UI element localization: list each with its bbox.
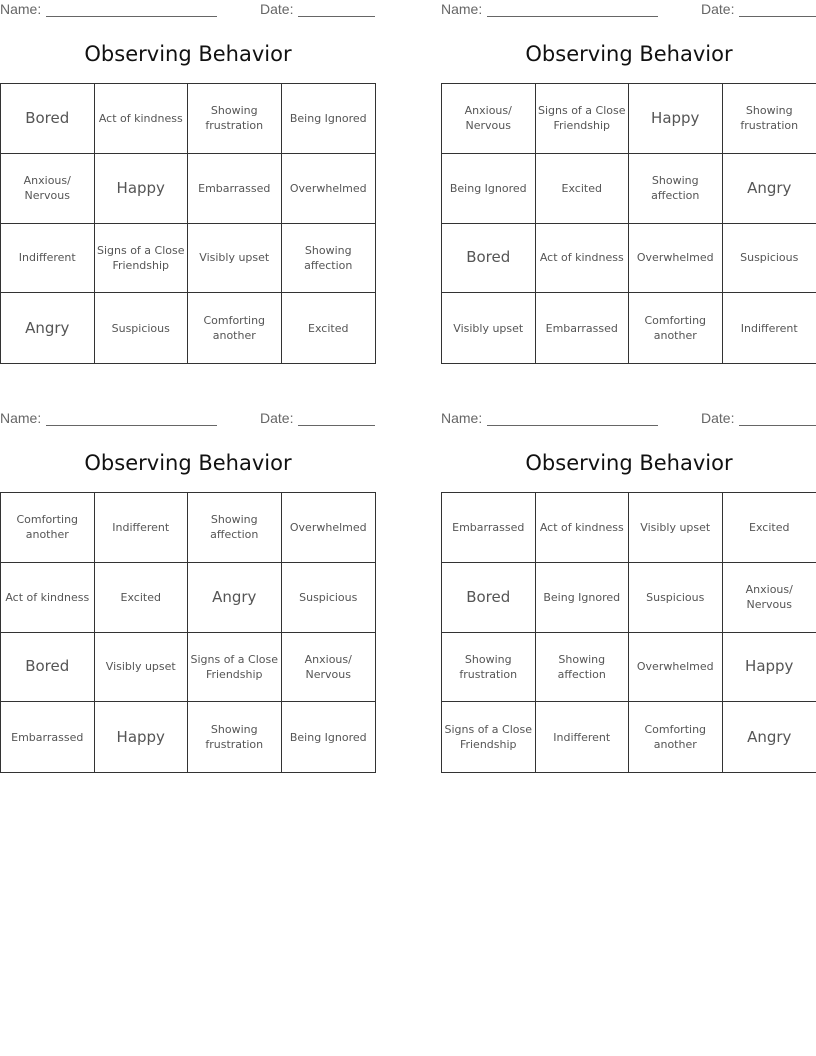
grid-cell: Suspicious — [629, 563, 723, 633]
grid-cell: Act of kindness — [95, 84, 189, 154]
grid-cell: Bored — [1, 633, 95, 703]
name-label: Name: — [0, 410, 42, 426]
grid-cell: Act of kindness — [1, 563, 95, 633]
card-title: Observing Behavior — [525, 42, 733, 66]
grid-cell: Suspicious — [282, 563, 376, 633]
grid-cell: Signs of a Close Friendship — [536, 84, 630, 154]
grid-cell: Happy — [95, 154, 189, 224]
grid-cell: Signs of a Close Friendship — [442, 702, 536, 772]
grid-cell: Showing affection — [188, 493, 282, 563]
grid-cell: Bored — [442, 563, 536, 633]
grid-cell: Showing frustration — [442, 633, 536, 703]
card-title: Observing Behavior — [84, 451, 292, 475]
grid-cell: Comforting another — [1, 493, 95, 563]
grid-cell: Overwhelmed — [629, 224, 723, 294]
grid-cell: Visibly upset — [95, 633, 189, 703]
grid-cell: Comforting another — [629, 702, 723, 772]
grid-cell: Overwhelmed — [282, 154, 376, 224]
card-header — [0, 410, 376, 430]
bingo-card — [0, 0, 376, 364]
date-label: Date: — [701, 410, 735, 426]
card-title: Observing Behavior — [84, 42, 292, 66]
date-label: Date: — [260, 410, 294, 426]
grid-cell: Showing frustration — [188, 84, 282, 154]
date-blank — [739, 425, 816, 426]
card-header — [441, 1, 816, 21]
grid-cell: Comforting another — [188, 293, 282, 363]
grid-cell: Showing affection — [536, 633, 630, 703]
grid-cell: Excited — [536, 154, 630, 224]
grid-cell: Visibly upset — [629, 493, 723, 563]
bingo-card — [441, 0, 816, 364]
grid-cell: Angry — [723, 154, 816, 224]
bingo-card — [441, 409, 816, 773]
bingo-grid — [441, 492, 816, 773]
date-label: Date: — [260, 1, 294, 17]
grid-cell: Being Ignored — [442, 154, 536, 224]
grid-cell: Excited — [308, 321, 349, 335]
name-blank — [487, 16, 658, 17]
grid-cell: Indifferent — [95, 493, 189, 563]
grid-cell: Anxious/ Nervous — [1, 154, 95, 224]
grid-cell: Happy — [629, 84, 723, 154]
grid-cell: Signs of a Close Friendship — [188, 633, 282, 703]
card-header — [0, 1, 376, 21]
grid-cell: Happy — [723, 633, 816, 703]
grid-cell: Indifferent — [536, 702, 630, 772]
grid-cell: Indifferent — [1, 224, 95, 294]
grid-cell: Anxious/ Nervous — [282, 633, 376, 703]
grid-cell: Showing affection — [282, 224, 376, 294]
bingo-grid — [0, 83, 376, 364]
grid-cell: Overwhelmed — [282, 493, 376, 563]
grid-cell: Embarrassed — [536, 293, 630, 363]
grid-cell: Showing frustration — [188, 702, 282, 772]
grid-cell: Angry — [188, 563, 282, 633]
grid-cell: Showing frustration — [723, 84, 816, 154]
bingo-card — [0, 409, 376, 773]
grid-cell: Being Ignored — [282, 84, 376, 154]
grid-cell: Visibly upset — [442, 293, 536, 363]
grid-cell: Overwhelmed — [629, 633, 723, 703]
card-header — [441, 410, 816, 430]
grid-cell: Act of kindness — [536, 493, 630, 563]
grid-cell: Excited — [95, 563, 189, 633]
grid-cell: Suspicious — [723, 224, 816, 294]
grid-cell: Being Ignored — [536, 563, 630, 633]
grid-cell: Bored — [1, 84, 95, 154]
grid-cell: Indifferent — [740, 321, 798, 335]
grid-cell: Suspicious — [95, 293, 189, 363]
name-blank — [46, 16, 217, 17]
grid-cell: Angry — [747, 727, 792, 746]
name-label: Name: — [441, 410, 483, 426]
grid-cell: Angry — [1, 293, 95, 363]
grid-cell: Embarrassed — [188, 154, 282, 224]
name-blank — [487, 425, 658, 426]
grid-cell: Happy — [95, 702, 189, 772]
date-blank — [298, 16, 375, 17]
grid-cell: Signs of a Close Friendship — [95, 224, 189, 294]
grid-cell: Act of kindness — [536, 224, 630, 294]
bingo-grid — [0, 492, 376, 773]
date-blank — [298, 425, 375, 426]
date-label: Date: — [701, 1, 735, 17]
name-label: Name: — [0, 1, 42, 17]
date-blank — [739, 16, 816, 17]
name-label: Name: — [441, 1, 483, 17]
card-title: Observing Behavior — [525, 451, 733, 475]
grid-cell: Embarrassed — [442, 493, 536, 563]
grid-cell: Being Ignored — [289, 730, 367, 744]
grid-cell: Anxious/ Nervous — [723, 563, 816, 633]
grid-cell: Visibly upset — [188, 224, 282, 294]
grid-cell: Excited — [723, 493, 816, 563]
grid-cell: Embarrassed — [1, 702, 95, 772]
name-blank — [46, 425, 217, 426]
bingo-grid — [441, 83, 816, 364]
grid-cell: Comforting another — [629, 293, 723, 363]
grid-cell: Showing affection — [629, 154, 723, 224]
grid-cell: Anxious/ Nervous — [442, 84, 536, 154]
grid-cell: Bored — [442, 224, 536, 294]
